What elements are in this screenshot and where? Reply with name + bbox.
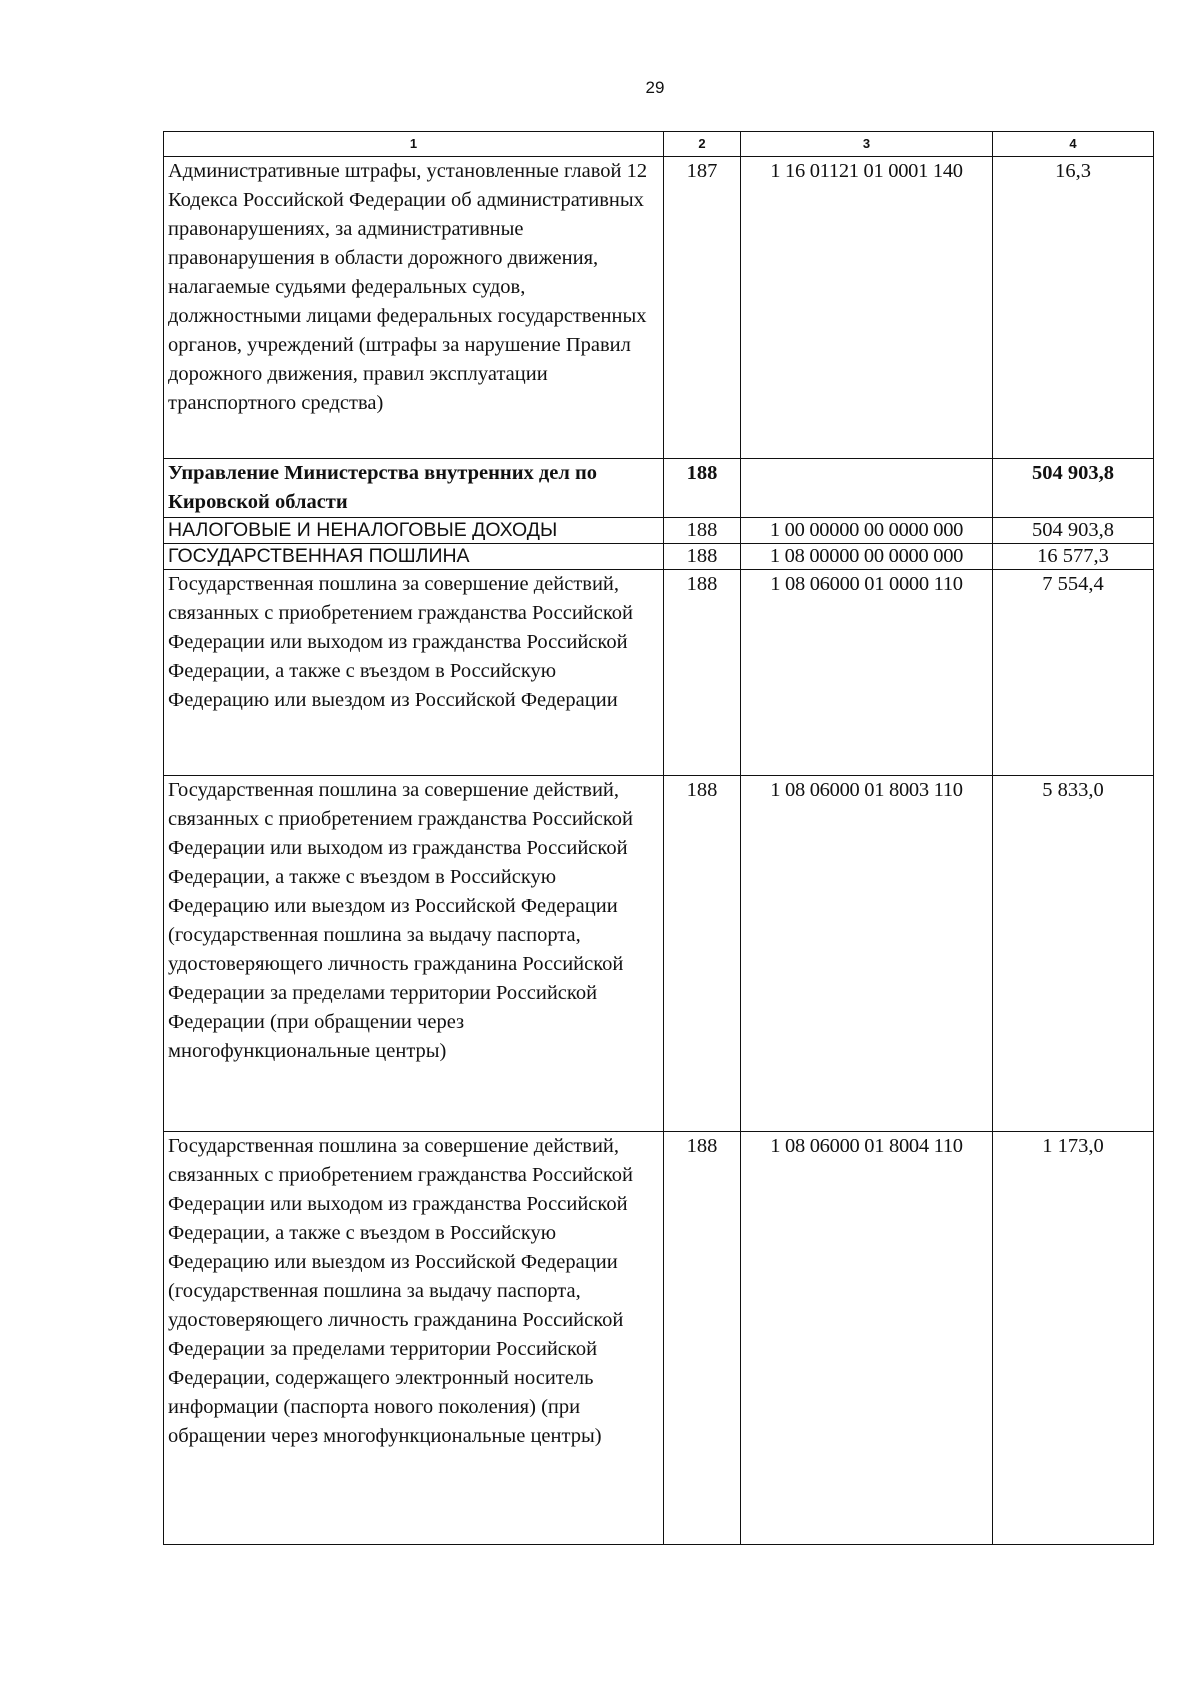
table-row (164, 776, 1154, 1132)
table-row (164, 1132, 1154, 1545)
row-kbk: 1 16 01121 01 0001 140 (741, 157, 993, 459)
row-sum: 504 903,8 (993, 518, 1154, 544)
row-name: Государственная пошлина за совершение действий, связанных с приобретением гражданства Российской Федерации или выходом из гражданства Российской Федерации, а также с въездом в Российскую Федерацию или выездом из Российской Федерации (государственная пошлина за выдачу паспорта, удостоверяющего личность гражданина Российской Федерации за пределами территории Российской Федерации (при обращении через многофункциональные центры) (164, 776, 664, 1132)
row-sum: 504 903,8 (993, 459, 1154, 518)
row-name: Государственная пошлина за совершение действий, связанных с приобретением гражданства Российской Федерации или выходом из гражданства Российской Федерации, а также с въездом в Российскую Федерацию или выездом из Российской Федерации (164, 570, 664, 776)
table-row (164, 459, 1154, 518)
row-name: Государственная пошлина за совершение действий, связанных с приобретением гражданства Российской Федерации или выходом из гражданства Российской Федерации, а также с въездом в Российскую Федерацию или выездом из Российской Федерации (государственная пошлина за выдачу паспорта, удостоверяющего личность гражданина Российской Федерации за пределами территории Российской Федерации, содержащего электронный носитель информации (паспорта нового поколения) (при обращении через многофункциональные центры) (164, 1132, 664, 1545)
row-sum: 5 833,0 (993, 776, 1154, 1132)
row-code: 188 (664, 1132, 741, 1545)
row-sum: 16 577,3 (993, 544, 1154, 570)
column-header-name: 1 (164, 132, 664, 157)
column-header-code: 2 (664, 132, 741, 157)
row-name: НАЛОГОВЫЕ И НЕНАЛОГОВЫЕ ДОХОДЫ (164, 518, 664, 544)
row-kbk: 1 08 00000 00 0000 000 (741, 544, 993, 570)
page-number: 29 (645, 78, 665, 97)
row-sum: 1 173,0 (993, 1132, 1154, 1545)
row-code: 187 (664, 157, 741, 459)
row-name: Административные штрафы, установленные главой 12 Кодекса Российской Федерации об административных правонарушениях, за административные правонарушения в области дорожного движения, налагаемые судьями федеральных судов, должностными лицами федеральных государственных органов, учреждений (штрафы за нарушение Правил дорожного движения, правил эксплуатации транспортного средства) (164, 157, 664, 459)
row-kbk: 1 00 00000 00 0000 000 (741, 518, 993, 544)
row-name: ГОСУДАРСТВЕННАЯ ПОШЛИНА (164, 544, 664, 570)
revenue-table (163, 131, 1154, 1545)
table-row (164, 570, 1154, 776)
row-kbk: 1 08 06000 01 8004 110 (741, 1132, 993, 1545)
row-kbk: 1 08 06000 01 8003 110 (741, 776, 993, 1132)
table-row (164, 157, 1154, 459)
row-code: 188 (664, 544, 741, 570)
row-sum: 7 554,4 (993, 570, 1154, 776)
table-row (164, 544, 1154, 570)
row-kbk (741, 459, 993, 518)
table-row (164, 518, 1154, 544)
row-code: 188 (664, 518, 741, 544)
row-name: Управление Министерства внутренних дел по Кировской области (164, 459, 664, 518)
row-code: 188 (664, 776, 741, 1132)
row-kbk: 1 08 06000 01 0000 110 (741, 570, 993, 776)
table-header-row (164, 132, 1154, 157)
column-header-sum: 4 (993, 132, 1154, 157)
column-header-kbk: 3 (741, 132, 993, 157)
row-sum: 16,3 (993, 157, 1154, 459)
row-code: 188 (664, 570, 741, 776)
row-code: 188 (664, 459, 741, 518)
